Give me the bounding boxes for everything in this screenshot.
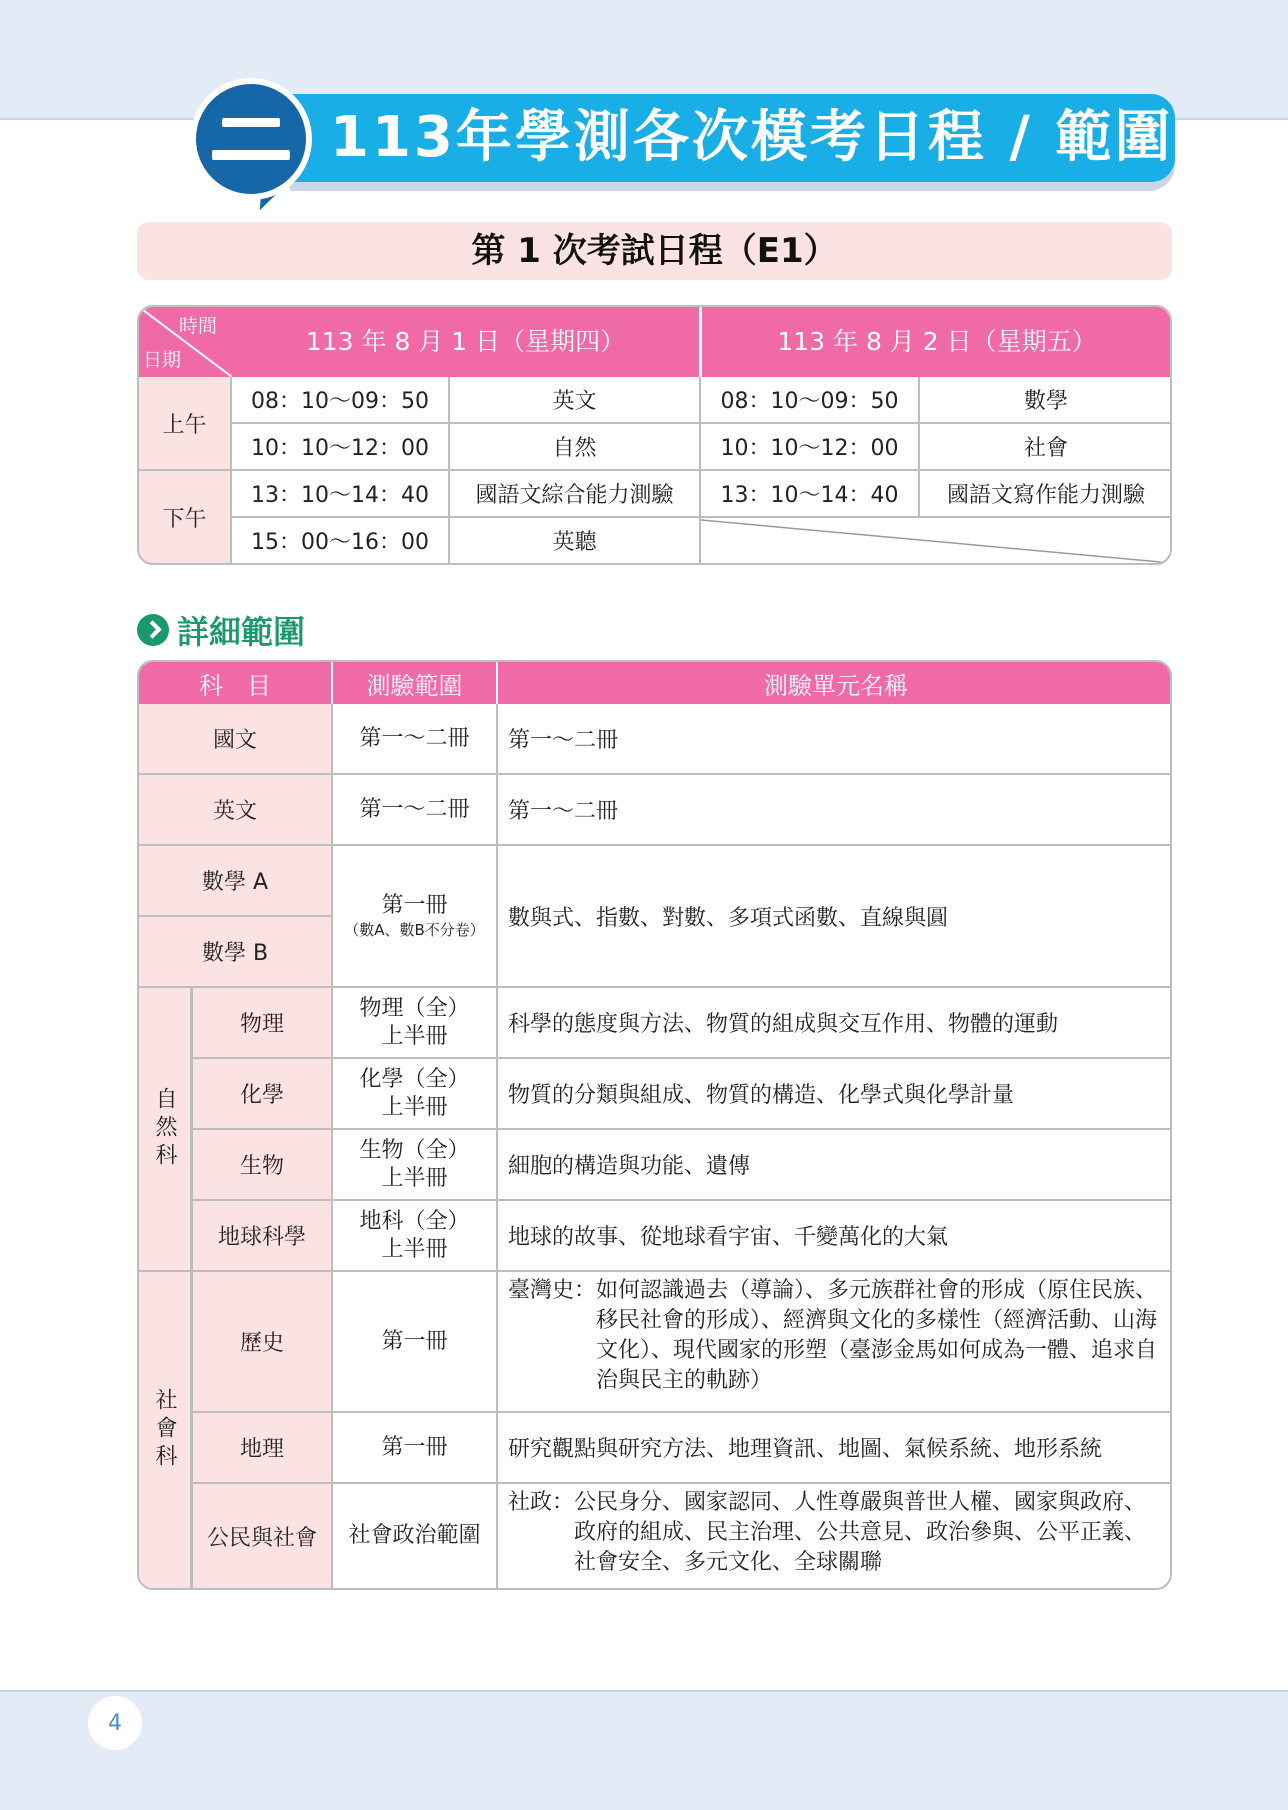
units-text: 公民身分、國家認同、人性尊嚴與普世人權、國家與政府、政府的組成、民主治理、公共意見、政治參與、公平正義、社會安全、多元文化、全球關聯 xyxy=(574,1490,1147,1575)
time-cell: 08：10〜09：50 xyxy=(701,377,920,424)
units-label: 社政： xyxy=(508,1490,575,1515)
units-cell: 科學的態度與方法、物質的組成與交互作用、物體的運動 xyxy=(498,988,1170,1059)
subject-cell: 物理 xyxy=(193,988,333,1059)
time-cell: 10：10〜12：00 xyxy=(701,424,920,471)
time-cell: 13：10〜14：40 xyxy=(232,471,450,518)
table-corner xyxy=(139,307,232,377)
subject-cell: 英文 xyxy=(450,377,701,424)
corner-time-label: 時間 xyxy=(179,315,218,337)
scope-line: 上半冊 xyxy=(381,1165,448,1191)
units-cell: 細胞的構造與功能、遺傳 xyxy=(498,1130,1170,1201)
header-scope: 測驗範圍 xyxy=(333,662,498,704)
units-text: 如何認識過去（導論）、多元族群社會的形成（原住民族、移民社會的形成）、經濟與文化的多樣性（經濟活動、山海文化）、現代國家的形塑（臺澎金馬如何成為一體、追求自治與民主的軌跡） xyxy=(596,1278,1158,1393)
subject-cell: 自然 xyxy=(450,424,701,471)
subject-cell: 國語文綜合能力測驗 xyxy=(450,471,701,518)
period-pm: 下午 xyxy=(139,471,232,563)
schedule-section-title: 第 1 次考試日程（E1） xyxy=(137,222,1172,280)
units-cell: 地球的故事、從地球看宇宙、千變萬化的大氣 xyxy=(498,1201,1170,1272)
group-label-social xyxy=(139,1272,193,1588)
scope-note: （數A、數B不分卷） xyxy=(344,921,485,939)
numeral-stroke-bottom xyxy=(212,150,290,160)
day2-header: 113 年 8 月 2 日（星期五） xyxy=(702,307,1172,377)
time-cell: 08：10〜09：50 xyxy=(232,377,450,424)
header-subject: 科 目 xyxy=(139,662,333,704)
units-cell: 第一〜二冊 xyxy=(498,704,1170,775)
units-cell xyxy=(498,1484,1170,1588)
subject-cell: 生物 xyxy=(193,1130,333,1201)
bottom-band xyxy=(0,1690,1288,1810)
scope-line: 上半冊 xyxy=(381,1236,448,1262)
detail-heading xyxy=(137,610,305,650)
scope-cell xyxy=(333,846,498,988)
units-label: 臺灣史： xyxy=(508,1278,597,1303)
subject-cell: 化學 xyxy=(193,1059,333,1130)
subject-cell: 英聽 xyxy=(450,518,701,563)
subject-cell: 數學 xyxy=(920,377,1172,424)
time-cell: 10：10〜12：00 xyxy=(232,424,450,471)
schedule-table xyxy=(137,305,1172,565)
subject-cell: 數學 B xyxy=(139,917,333,988)
scope-cell: 第一〜二冊 xyxy=(333,704,498,775)
subject-cell: 國文 xyxy=(139,704,333,775)
scope-cell: 社會政治範圍 xyxy=(333,1484,498,1588)
scope-line: 地科（全） xyxy=(359,1208,470,1234)
scope-line: 上半冊 xyxy=(381,1023,448,1049)
group-label-text: 社會科 xyxy=(152,1388,177,1472)
subject-cell: 歷史 xyxy=(193,1272,333,1413)
subject-cell: 地理 xyxy=(193,1413,333,1484)
range-table xyxy=(137,660,1172,1590)
scope-cell xyxy=(333,1130,498,1201)
scope-cell: 第一〜二冊 xyxy=(333,775,498,846)
scope-line: 物理（全） xyxy=(359,995,470,1021)
scope-cell xyxy=(333,1059,498,1130)
subject-cell: 地球科學 xyxy=(193,1201,333,1272)
subject-cell: 社會 xyxy=(920,424,1172,471)
subject-cell: 英文 xyxy=(139,775,333,846)
day1-header: 113 年 8 月 1 日（星期四） xyxy=(232,307,699,377)
subject-cell: 數學 A xyxy=(139,846,333,917)
corner-date-label: 日期 xyxy=(143,349,182,371)
civics-units xyxy=(498,1484,1170,1582)
history-units xyxy=(498,1272,1170,1400)
time-cell: 13：10〜14：40 xyxy=(701,471,920,518)
scope-line: 生物（全） xyxy=(359,1137,470,1163)
scope-line: 上半冊 xyxy=(381,1094,448,1120)
chevron-right-icon xyxy=(137,614,169,646)
scope-cell: 第一冊 xyxy=(333,1413,498,1484)
chapter-numeral xyxy=(190,78,312,200)
units-cell: 研究觀點與研究方法、地理資訊、地圖、氣候系統、地形系統 xyxy=(498,1413,1170,1484)
group-label-science xyxy=(139,988,193,1272)
scope-cell: 第一冊 xyxy=(333,1272,498,1413)
empty-slot-cell xyxy=(701,518,1172,563)
subject-cell: 公民與社會 xyxy=(193,1484,333,1588)
scope-cell xyxy=(333,988,498,1059)
units-cell: 物質的分類與組成、物質的構造、化學式與化學計量 xyxy=(498,1059,1170,1130)
time-cell: 15：00〜16：00 xyxy=(232,518,450,563)
units-cell: 數與式、指數、對數、多項式函數、直線與圓 xyxy=(498,846,1170,988)
period-am: 上午 xyxy=(139,377,232,471)
scope-main: 第一冊 xyxy=(381,893,448,918)
scope-cell xyxy=(333,1201,498,1272)
units-cell: 第一〜二冊 xyxy=(498,775,1170,846)
detail-heading-text: 詳細範圍 xyxy=(177,613,306,651)
page-number: 4 xyxy=(88,1696,142,1750)
numeral-stroke-top xyxy=(222,118,280,127)
page-title: 113年學測各次模考日程 / 範圍 xyxy=(330,105,1174,170)
header-units: 測驗單元名稱 xyxy=(498,662,1172,704)
scope-line: 化學（全） xyxy=(359,1066,470,1092)
group-label-text: 自然科 xyxy=(152,1087,177,1171)
units-cell xyxy=(498,1272,1170,1413)
empty-slot-diagonal xyxy=(701,518,1172,563)
subject-cell: 國語文寫作能力測驗 xyxy=(920,471,1172,518)
